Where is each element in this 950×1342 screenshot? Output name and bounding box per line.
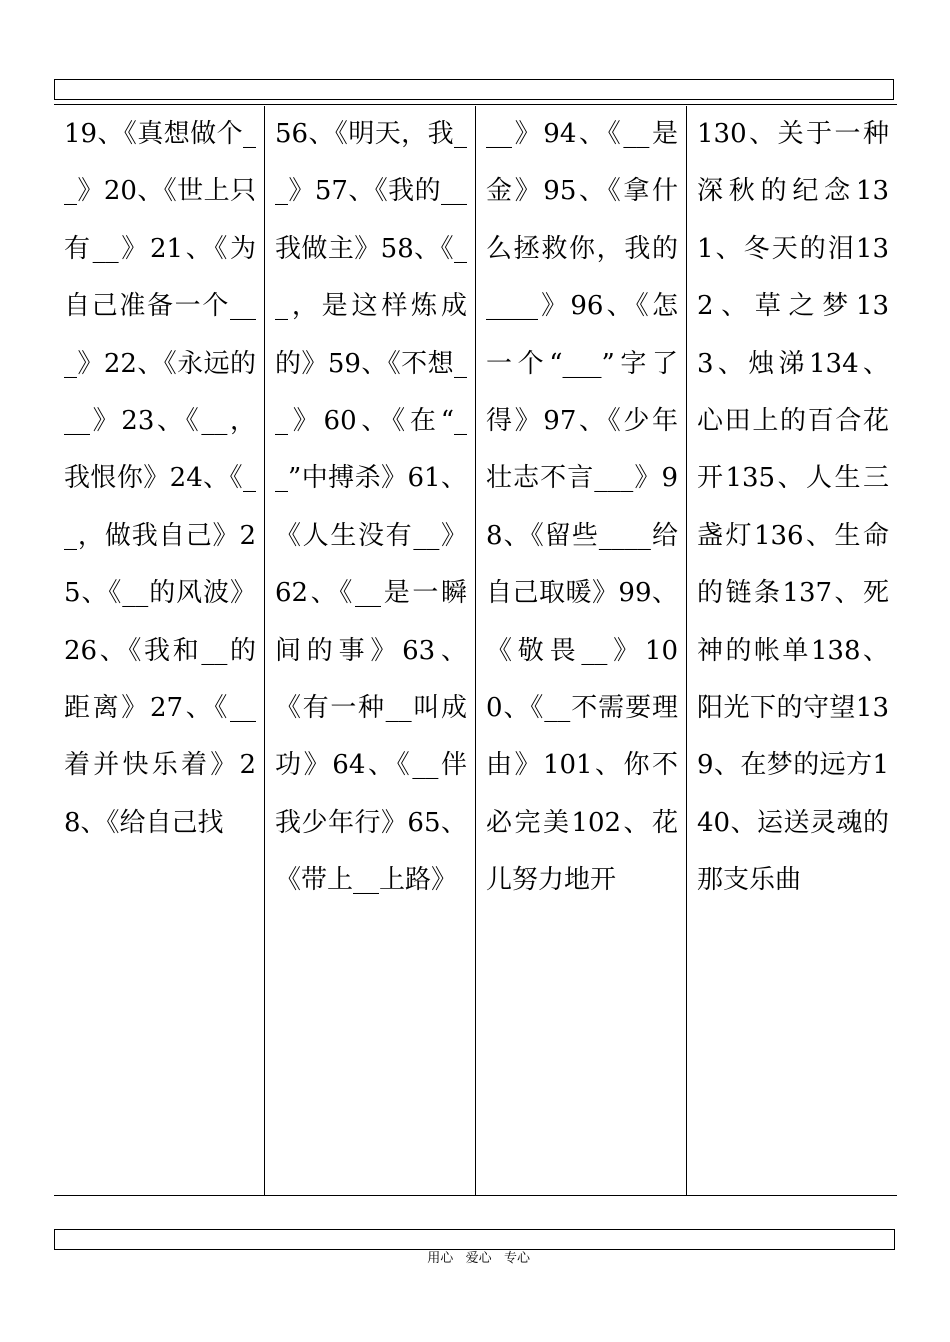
column-3 <box>475 106 686 1195</box>
header-rule <box>54 104 897 105</box>
column-4 <box>686 106 897 1195</box>
title-columns <box>54 106 897 1196</box>
footer-frame <box>54 1229 895 1266</box>
column-3-text: __》94、《__是金》95、《拿什么拯救你，我的____》96、《怎一个“___”字了得》97、《少年壮志不言___》98、《留些____给自己取暖》99、《敬畏__》100、《__不需要理由》101、你不必完美102、花儿努力地开 <box>486 119 678 896</box>
column-2 <box>264 106 475 1195</box>
footer-motto: 用心 爱心 专心 <box>427 1251 531 1266</box>
column-2-text: 56、《明天，我__》57、《我的__我做主》58、《__，是这样炼成的》59、《不想__》60、《在“__”中搏杀》61、《人生没有__》62、《__是一瞬间的事》63、《有一种__叫成功》64、《__伴我少年行》65、《带上__上路》 <box>275 119 467 896</box>
column-4-text: 130、关于一种深秋的纪念131、冬天的泪132、草之梦133、烛涕134、心田上的百合花开135、人生三盏灯136、生命的链条137、死神的帐单138、阳光下的守望139、在梦的远方140、运送灵魂的那支乐曲 <box>697 119 889 896</box>
column-1 <box>54 106 264 1195</box>
column-1-text: 19、《真想做个__》20、《世上只有__》21、《为自己准备一个___》22、《永远的__》23、《__，我恨你》24、《__，做我自己》25、《__的风波》26、《我和__的距离》27、《__着并快乐着》28、《给自己找 <box>64 119 256 838</box>
header-frame <box>54 79 894 100</box>
